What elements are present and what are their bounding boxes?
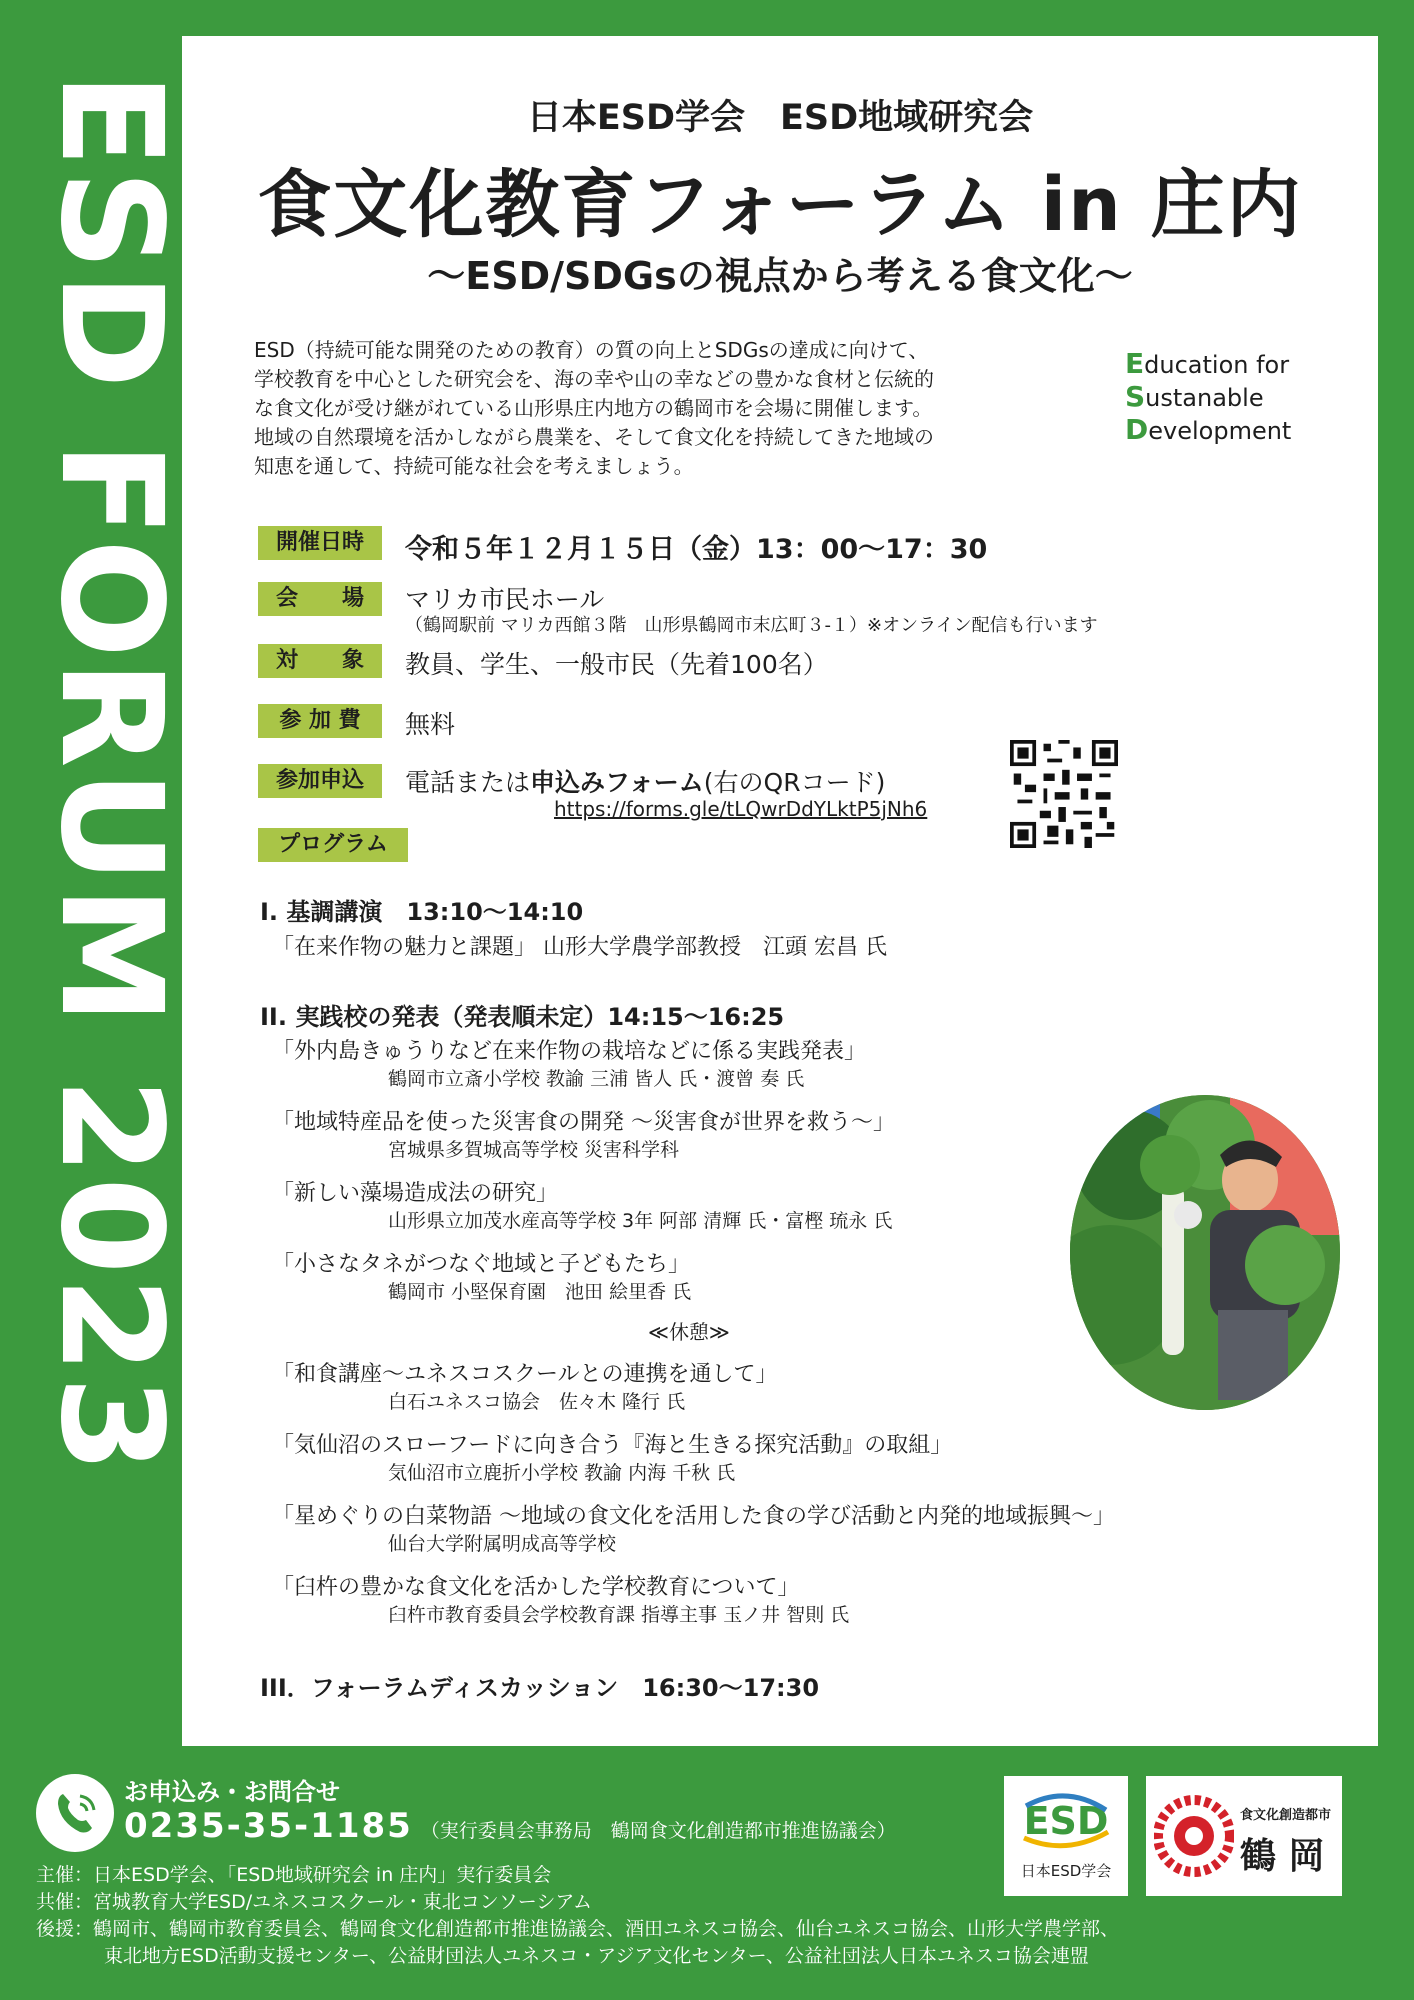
talk-title: 「外内島きゅうりなど在来作物の栽培などに係る実践発表」: [272, 1039, 867, 1064]
talk-title: 「和食講座〜ユネスコスクールとの連携を通して」: [272, 1362, 778, 1387]
venue-value: マリカ市民ホール: [405, 585, 605, 614]
talk-title: 「地域特産品を使った災害食の開発 〜災害食が世界を救う〜」: [272, 1110, 895, 1135]
intro-line: 知恵を通して、持続可能な社会を考えましょう。: [254, 454, 694, 478]
qr-code-icon[interactable]: [1010, 740, 1118, 848]
program-label: プログラム: [258, 828, 408, 862]
talk-speaker: 山形県立加茂水産高等学校 3年 阿部 清輝 氏・富樫 琉永 氏: [388, 1210, 893, 1232]
apply-url-link[interactable]: https://forms.gle/tLQwrDdYLktP5jNh6: [554, 797, 928, 821]
host-text: 主催：日本ESD学会、「ESD地域研究会 in 庄内」実行委員会: [36, 1864, 552, 1886]
contact-label: お申込み・お問合せ: [124, 1778, 340, 1806]
svg-text:ESD: ESD: [1023, 1799, 1109, 1843]
esd-acronym: [1125, 348, 1291, 447]
intro-line: 学校教育を中心とした研究会を、海の幸や山の幸などの豊かな食材と伝統的: [254, 367, 934, 391]
vertical-title: ESD FORUM 2023: [29, 72, 192, 1476]
talk-speaker: 臼杵市教育委員会学校教育課 指導主事 玉ノ井 智則 氏: [388, 1604, 850, 1626]
esd-logo-mark-icon: [1004, 1776, 1128, 1856]
talk-title: 「星めぐりの白菜物語 〜地域の食文化を活用した食の学び活動と内発的地域振興〜」: [272, 1504, 1115, 1529]
fee-value: 無料: [405, 710, 456, 739]
date-label: 開催日時: [258, 526, 382, 560]
talk-title: 「小さなタネがつなぐ地域と子どもたち」: [272, 1252, 691, 1277]
child-photo: [1070, 1095, 1340, 1410]
apply-value: [405, 763, 885, 799]
apply-qr-note: (右のQRコード): [703, 768, 886, 797]
talk-speaker: 宮城県多賀城高等学校 災害科学科: [388, 1139, 680, 1161]
venue-label: 会 場: [258, 582, 382, 616]
talk-title: 「新しい藻場造成法の研究」: [272, 1181, 559, 1206]
talk-title: 「気仙沼のスローフードに向き合う『海と生きる探究活動』の取組」: [272, 1433, 953, 1458]
tsuruoka-emblem-icon: [1154, 1786, 1234, 1886]
phone-number[interactable]: 0235-35-1185: [124, 1806, 413, 1846]
esd-logo-text: 日本ESD学会: [1020, 1862, 1112, 1880]
presentations-heading: II. 実践校の発表（発表順未定）14:15〜16:25: [260, 1003, 785, 1031]
talk-speaker: 白石ユネスコ協会 佐々木 隆行 氏: [388, 1391, 686, 1413]
date-value: 令和５年１２月１５日（金）13：00〜17：30: [405, 534, 988, 565]
apply-form-text: 申込みフォーム: [530, 768, 704, 797]
intro-line: な食文化が受け継がれている山形県庄内地方の鶴岡市を会場に開催します。: [254, 396, 933, 420]
talk-speaker: 鶴岡市 小堅保育園 池田 絵里香 氏: [388, 1281, 692, 1303]
support-text-1: 後援：鶴岡市、鶴岡市教育委員会、鶴岡食文化創造都市推進協議会、酒田ユネスコ協会、仙台ユネスコ協会、山形大学農学部、: [36, 1918, 1120, 1940]
talk-title: 「臼杵の豊かな食文化を活かした学校教育について」: [272, 1575, 800, 1600]
keynote-heading: I. 基調講演 13:10〜14:10: [260, 898, 584, 926]
phone-note: （実行委員会事務局 鶴岡食文化創造都市推進協議会）: [420, 1820, 896, 1842]
apply-label: 参加申込: [258, 764, 382, 798]
talk-speaker: 鶴岡市立斎小学校 教諭 三浦 皆人 氏・渡曾 奏 氏: [388, 1068, 805, 1090]
target-label: 対 象: [258, 644, 382, 678]
cohost-text: 共催：宮城教育大学ESD/ユネスコスクール・東北コンソーシアム: [36, 1891, 593, 1913]
esd-society-logo: [1004, 1776, 1128, 1896]
esd-word-s: ustanable: [1145, 384, 1264, 412]
support-text-2: 東北地方ESD活動支援センター、公益財団法人ユネスコ・アジア文化センター、公益社団法人日本ユネスコ協会連盟: [104, 1945, 1089, 1967]
intro-text: [254, 336, 1104, 481]
tsuruoka-logo: [1146, 1776, 1342, 1896]
page-subtitle: 〜ESD/SDGsの視点から考える食文化〜: [427, 254, 1133, 298]
page-title: 食文化教育フォーラム in 庄内: [257, 162, 1303, 248]
esd-letter-e: E: [1125, 347, 1145, 380]
target-value: 教員、学生、一般市民（先着100名）: [405, 650, 828, 679]
intro-line: 地域の自然環境を活かしながら農業を、そして食文化を持続してきた地域の: [254, 425, 934, 449]
break-label: ≪休憩≫: [648, 1320, 730, 1344]
keynote-talk: 「在来作物の魅力と課題」 山形大学農学部教授 江頭 宏昌 氏: [272, 935, 887, 960]
talk-speaker: 気仙沼市立鹿折小学校 教諭 内海 千秋 氏: [388, 1462, 736, 1484]
esd-word-e: ducation for: [1144, 351, 1290, 379]
apply-text: 電話または: [405, 768, 531, 797]
discussion-heading: III．フォーラムディスカッション 16:30〜17:30: [260, 1674, 820, 1702]
intro-line: ESD（持続可能な開発のための教育）の質の向上とSDGsの達成に向けて、: [254, 338, 929, 362]
phone-icon: [36, 1774, 114, 1852]
organizer-heading: 日本ESD学会 ESD地域研究会: [526, 98, 1034, 138]
esd-letter-d: D: [1125, 413, 1149, 446]
tsuruoka-small-text: 食文化創造都市: [1240, 1808, 1332, 1823]
fee-label: 参 加 費: [258, 704, 382, 738]
tsuruoka-big-text: 鶴 岡: [1240, 1835, 1325, 1877]
child-with-radish-illustration: [1070, 1095, 1340, 1410]
esd-letter-s: S: [1125, 380, 1146, 413]
contact-phone: [124, 1806, 896, 1846]
talk-speaker: 仙台大学附属明成高等学校: [388, 1533, 617, 1555]
esd-word-d: evelopment: [1148, 417, 1292, 445]
venue-detail: （鶴岡駅前 マリカ西館３階 山形県鶴岡市末広町３-１）※オンライン配信も行います: [405, 615, 1098, 636]
